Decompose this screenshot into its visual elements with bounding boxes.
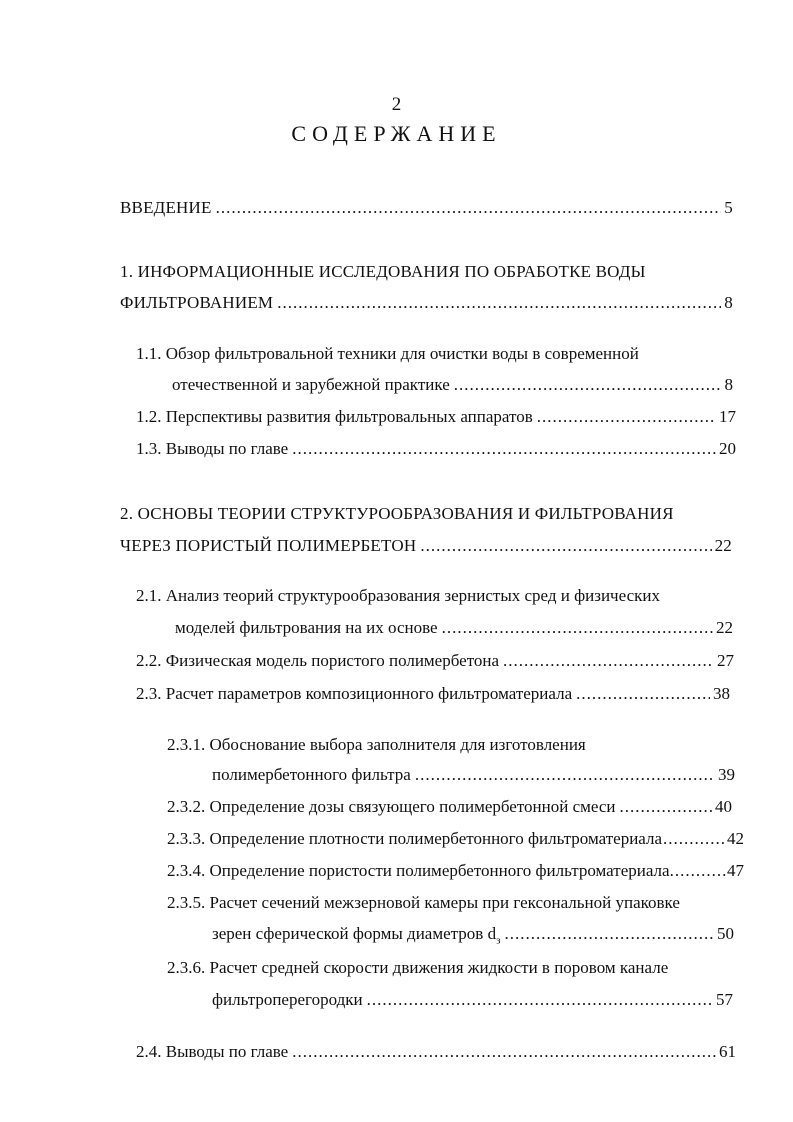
toc-page: 20 (719, 439, 736, 458)
page-title: СОДЕРЖАНИЕ (291, 121, 502, 146)
toc-page: 57 (716, 990, 733, 1009)
toc-entry-ch2[interactable] (120, 535, 732, 557)
toc-label: 2.4. Выводы по главе (136, 1042, 289, 1061)
toc-label: 2.3.4. Определение пористости полимербетонного фильтроматериала (167, 861, 670, 880)
toc-label: ЧЕРЕЗ ПОРИСТЫЙ ПОЛИМЕРБЕТОН (120, 536, 417, 555)
toc-entry-2-3-5[interactable] (212, 923, 734, 951)
toc-page: 47 (727, 861, 744, 880)
toc-label: 1.3. Выводы по главе (136, 439, 289, 458)
toc-entry-2-3-5-line1[interactable]: 2.3.5. Расчет сечений межзерновой камеры при гексональной упаковке (167, 893, 680, 912)
toc-page: 61 (719, 1042, 736, 1061)
leader-dots (292, 1041, 716, 1063)
subscript: з (496, 934, 501, 947)
toc-entry-2-3-1-line1[interactable]: 2.3.1. Обоснование выбора заполнителя для изготовления (167, 735, 586, 754)
leader-dots (670, 860, 727, 882)
toc-entry-2-3-6[interactable] (212, 989, 733, 1011)
leader-dots (663, 828, 726, 850)
toc-entry-ch1[interactable] (120, 292, 733, 314)
toc-entry-2-3[interactable] (136, 683, 730, 705)
toc-entry-2-1[interactable] (175, 617, 733, 639)
leader-dots (537, 406, 716, 428)
toc-entry-1-3[interactable] (136, 438, 736, 460)
toc-page: 42 (727, 829, 744, 848)
toc-entry-2-3-2[interactable] (167, 796, 732, 818)
toc-page: 22 (716, 618, 733, 637)
toc-label: отечественной и зарубежной практике (172, 375, 450, 394)
toc-page: 8 (724, 375, 733, 394)
toc-entry-2-4[interactable] (136, 1041, 736, 1063)
toc-label-text: зерен сферической формы диаметров d (212, 924, 497, 943)
toc-label: 1.2. Перспективы развития фильтровальных аппаратов (136, 407, 533, 426)
toc-label: фильтроперегородки (212, 990, 363, 1009)
toc-label: моделей фильтрования на их основе (175, 618, 438, 637)
toc-entry-2-2[interactable] (136, 650, 734, 672)
toc-label: полимербетонного фильтра (212, 765, 411, 784)
toc-page: 40 (715, 797, 732, 816)
toc-page: 8 (724, 293, 733, 312)
toc-entry-2-3-3[interactable] (167, 828, 744, 850)
leader-dots (367, 989, 713, 1011)
toc-label: ВВЕДЕНИЕ (120, 198, 212, 217)
toc-label: 2.3.2. Определение дозы связующего полимербетонной смеси (167, 797, 616, 816)
toc-label (212, 923, 500, 951)
toc-page: 50 (717, 924, 734, 943)
toc-page: 17 (719, 407, 736, 426)
leader-dots (420, 535, 711, 557)
toc-entry-1-1-line1[interactable]: 1.1. Обзор фильтровальной техники для очистки воды в современной (136, 344, 639, 363)
toc-page: 27 (717, 651, 734, 670)
toc-page: 22 (714, 536, 732, 555)
toc-label: 2.2. Физическая модель пористого полимербетона (136, 651, 500, 670)
leader-dots (415, 764, 715, 786)
toc-entry-intro[interactable] (120, 197, 733, 219)
toc-entry-1-1[interactable] (172, 374, 733, 396)
leader-dots (216, 197, 722, 219)
toc-entry-ch1-line1[interactable]: 1. ИНФОРМАЦИОННЫЕ ИССЛЕДОВАНИЯ ПО ОБРАБОТКЕ ВОДЫ (120, 262, 646, 281)
toc-page: 5 (724, 198, 733, 217)
toc-entry-ch2-line1[interactable]: 2. ОСНОВЫ ТЕОРИИ СТРУКТУРООБРАЗОВАНИЯ И ФИЛЬТРОВАНИЯ (120, 504, 674, 523)
leader-dots (442, 617, 713, 639)
leader-dots (504, 923, 714, 945)
leader-dots (277, 292, 721, 314)
toc-entry-1-2[interactable] (136, 406, 736, 428)
toc-label: 2.3. Расчет параметров композиционного фильтроматериала (136, 684, 573, 703)
toc-entry-2-3-4[interactable] (167, 860, 744, 882)
toc-entry-2-1-line1[interactable]: 2.1. Анализ теорий структурообразования зернистых сред и физических (136, 586, 660, 605)
toc-entry-2-3-6-line1[interactable]: 2.3.6. Расчет средней скорости движения жидкости в поровом канале (167, 958, 669, 977)
leader-dots (454, 374, 722, 396)
leader-dots (503, 650, 714, 672)
leader-dots (576, 683, 710, 705)
toc-label: ФИЛЬТРОВАНИЕМ (120, 293, 274, 312)
toc-entry-2-3-1[interactable] (212, 764, 735, 786)
toc-page: 39 (718, 765, 735, 784)
leader-dots (292, 438, 716, 460)
leader-dots (620, 796, 713, 818)
toc-page: 38 (713, 684, 730, 703)
toc-label: 2.3.3. Определение плотности полимербетонного фильтроматериала (167, 829, 663, 848)
page-number: 2 (391, 94, 402, 115)
